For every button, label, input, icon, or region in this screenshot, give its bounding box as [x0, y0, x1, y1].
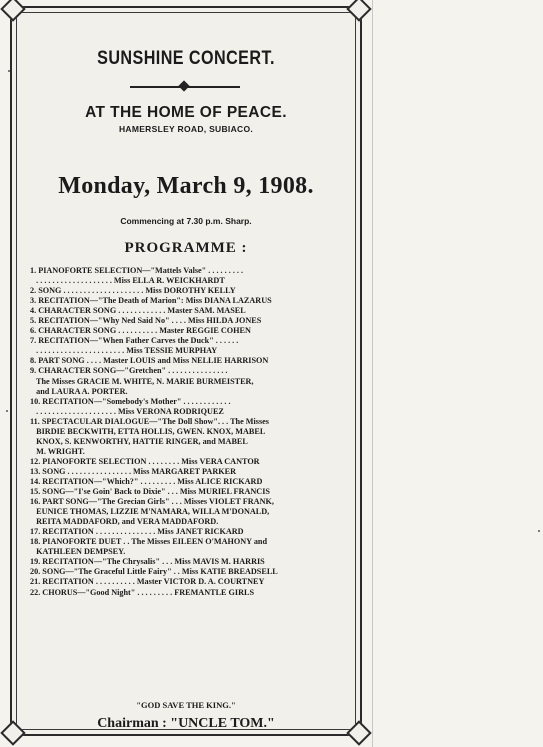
programme-heading: PROGRAMME :: [124, 240, 248, 256]
programme-line: KATHLEEN DEMPSEY.: [30, 547, 126, 557]
event-date: Monday, March 9, 1908.: [58, 173, 314, 199]
programme-line: 18. PIANOFORTE DUET . . The Misses EILEEN O'MAHONY and: [30, 537, 268, 547]
programme-line: . . . . . . . . . . . . . . . . . . . Miss ELLA R. WEICKHARDT: [30, 276, 225, 286]
programme-line: 14. RECITATION—"Which?" . . . . . . . . . Miss ALICE RICKARD: [30, 476, 263, 486]
programme-line: 17. RECITATION . . . . . . . . . . . . . . . Miss JANET RICKARD: [30, 527, 244, 537]
programme-line: 15. SONG—"I'se Goin' Back to Dixie" . . . Miss MURIEL FRANCIS: [30, 487, 270, 497]
programme-frame: [10, 6, 362, 736]
programme-line: . . . . . . . . . . . . . . . . . . . . . . Miss TESSIE MURPHAY: [30, 346, 218, 356]
programme-line: 5. RECITATION—"Why Ned Said No" . . . . Miss HILDA JONES: [30, 316, 262, 326]
programme-line: The Misses GRACIE M. WHITE, N. MARIE BURMEISTER,: [30, 376, 254, 386]
programme-line: EUNICE THOMAS, LIZZIE M'NAMARA, WILLA M'DONALD,: [30, 507, 270, 517]
programme-line: 1. PIANOFORTE SELECTION—"Mattels Valse" . . . . . . . . .: [30, 266, 244, 275]
programme-line: M. WRIGHT.: [30, 446, 85, 456]
address-line: HAMERSLEY ROAD, SUBIACO.: [118, 124, 254, 134]
print-speck: [538, 530, 540, 532]
chairman-line: Chairman : "UNCLE TOM.": [97, 716, 275, 731]
divider-ornament: [130, 86, 240, 88]
programme-line: 6. CHARACTER SONG . . . . . . . . . . Master REGGIE COHEN: [30, 326, 251, 336]
programme-line: REITA MADDAFORD, and VERA MADDAFORD.: [30, 517, 219, 527]
programme-line: 3. RECITATION—"The Death of Marion": Miss DIANA LAZARUS: [30, 296, 272, 306]
programme-line: and LAURA A. PORTER.: [30, 386, 128, 396]
venue-line: AT THE HOME OF PEACE.: [85, 104, 287, 121]
programme-line: 12. PIANOFORTE SELECTION . . . . . . . . Miss VERA CANTOR: [30, 456, 260, 466]
programme-line: 7. RECITATION—"When Father Carves the Duck" . . . . . .: [30, 336, 239, 346]
page-edge: [372, 0, 373, 747]
anthem-line: "GOD SAVE THE KING.": [136, 700, 236, 710]
print-speck: [6, 410, 8, 412]
programme-line: 2. SONG . . . . . . . . . . . . . . . . . . . . Miss DOROTHY KELLY: [30, 286, 236, 296]
programme-line: 16. PART SONG—"The Grecian Girls" . . . Misses VIOLET FRANK,: [30, 497, 274, 507]
programme-line: 13. SONG . . . . . . . . . . . . . . . . Miss MARGARET PARKER: [30, 466, 236, 476]
programme-line: 8. PART SONG . . . . Master LOUIS and Miss NELLIE HARRISON: [30, 356, 269, 366]
programme-line: 10. RECITATION—"Somebody's Mother" . . . . . . . . . . . .: [30, 396, 231, 406]
print-speck: [8, 70, 10, 72]
programme-line: 19. RECITATION—"The Chrysalis" . . . Miss MAVIS M. HARRIS: [30, 557, 265, 567]
programme-line: 11. SPECTACULAR DIALOGUE—"The Doll Show". . . The Misses: [30, 416, 269, 426]
programme-line: 22. CHORUS—"Good Night" . . . . . . . . . FREMANTLE GIRLS: [30, 587, 255, 597]
programme-line: 9. CHARACTER SONG—"Gretchen" . . . . . . . . . . . . . . .: [30, 366, 228, 376]
start-time: Commencing at 7.30 p.m. Sharp.: [120, 216, 252, 226]
programme-line: 20. SONG—"The Graceful Little Fairy" . . Miss KATIE BREADSELL: [30, 567, 278, 577]
programme-line: 4. CHARACTER SONG . . . . . . . . . . . . Master SAM. MASEL: [30, 306, 246, 316]
programme-line: KNOX, S. KENWORTHY, HATTIE RINGER, and MABEL: [30, 436, 248, 446]
concert-title: SUNSHINE CONCERT.: [97, 48, 275, 69]
programme-line: BIRDIE BECKWITH, ETTA HOLLIS, GWEN. KNOX, MABEL: [30, 426, 266, 436]
programme-line: . . . . . . . . . . . . . . . . . . . . Miss VERONA RODRIQUEZ: [30, 406, 224, 416]
programme-line: 21. RECITATION . . . . . . . . . . Master VICTOR D. A. COURTNEY: [30, 577, 265, 587]
programme-list: [30, 266, 358, 598]
